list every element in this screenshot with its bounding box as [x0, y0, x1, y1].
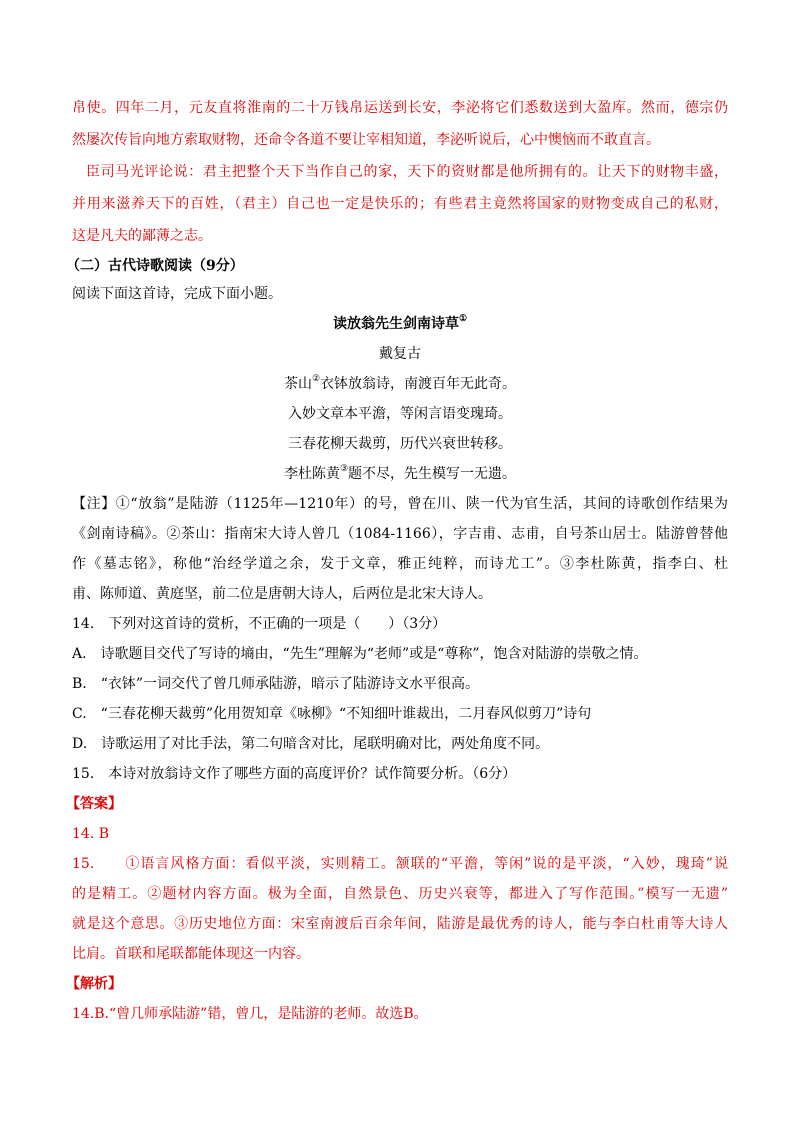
note-line-3: 作《墓志铭》，称他“治经学道之余，发于文章，雅正纯粹，而诗尤工”。③李杜陈黄，指李白、杜: [72, 556, 728, 572]
note-line-2: 《剑南诗稿》。②茶山：指南宋大诗人曾几（1084-1166），字吉甫、志甫，自号茶山居士。陆游曾替他: [72, 526, 728, 542]
answer-15-line-1: 15. ①语言风格方面：看似平淡，实则精工。颔联的“平澹，等闲”说的是平淡，“入妙，瑰琦”说: [72, 856, 728, 872]
analysis-14: 14.B.“曾几师承陆游”错，曾几，是陆游的老师。故选B。: [72, 1006, 428, 1022]
poem-author: 戴复古: [379, 346, 421, 362]
footnote-marker: ③: [339, 464, 349, 474]
poem-line-4: 李杜陈黄③题不尽，先生模写一无遗。: [283, 464, 517, 482]
note-line-4: 甫、陈师道、黄庭坚，前二位是唐朝大诗人，后两位是北宋大诗人。: [72, 586, 492, 602]
translation-line-2: 然屡次传旨向地方索取财物，还命令各道不要让宰相知道，李泌听说后，心中懊恼而不敢直言。: [72, 132, 660, 148]
answer-15-line-4: 比肩。首联和尾联都能体现这一内容。: [72, 946, 310, 962]
q15-stem: 15. 本诗对放翁诗文作了哪些方面的高度评价？试作简要分析。（6分）: [72, 766, 517, 782]
analysis-label: 【解析】: [66, 976, 122, 992]
note-line-1: 【注】①“放翁”是陆游（1125年—1210年）的号，曾在川、陕一代为官生活，其间的诗歌创作结果为: [72, 496, 728, 512]
q14-option-c: C. “三春花柳天裁剪”化用贺知章《咏柳》“不知细叶谁裁出，二月春风似剪刀”诗句: [72, 706, 592, 722]
translation-line-3: 臣司马光评论说：君主把整个天下当作自己的家，天下的资财都是他所拥有的。让天下的财物丰盛，: [86, 164, 728, 180]
answer-15-line-2: 的是精工。②题材内容方面。极为全面，自然景色、历史兴衰等，都进入了写作范围。”模写一无遗”: [72, 886, 728, 902]
q14-stem: 14. 下列对这首诗的赏析，不正确的一项是（ ）（3分）: [72, 616, 447, 632]
answer-15-line-3: 就是这个意思。③历史地位方面：宋室南渡后百余年间，陆游是最优秀的诗人，能与李白杜甫等大诗人: [72, 916, 728, 932]
poem-line-3: 三春花柳天裁剪，历代兴衰世转移。: [288, 436, 512, 452]
q14-option-a: A. 诗歌题目交代了写诗的墒由，“先生”理解为“老师”或是“尊称”，饱含对陆游的崇敬之情。: [72, 646, 648, 662]
answer-label: 【答案】: [66, 796, 122, 812]
poem-title: 读放翁先生剑南诗草①: [332, 314, 468, 332]
translation-line-4: 并用来滋养天下的百姓，（君主）自己也一定是快乐的；有些君主竟然将国家的财物变成自己的私财，: [72, 196, 728, 212]
footnote-marker: ②: [311, 374, 321, 384]
translation-line-1: 帛使。四年二月，元友直将淮南的二十万钱帛运送到长安，李泌将它们悉数送到大盈库。然而，德宗仍: [72, 100, 728, 116]
poem-line-1: 茶山②衣钵放翁诗，南渡百年无此奇。: [283, 374, 517, 392]
section-heading: （二）古代诗歌阅读（9分）: [66, 258, 244, 274]
translation-line-5: 这是凡夫的鄙薄之志。: [72, 228, 212, 244]
answer-14: 14. B: [72, 826, 110, 842]
q14-option-d: D. 诗歌运用了对比手法，第二句暗含对比，尾联明确对比，两处角度不同。: [72, 736, 550, 752]
q14-option-b: B. “衣钵”一词交代了曾几师承陆游，暗示了陆游诗文水平很高。: [72, 676, 480, 692]
footnote-marker: ①: [458, 314, 468, 324]
section-instruction: 阅读下面这首诗，完成下面小题。: [72, 286, 282, 302]
poem-line-2: 入妙文章本平澹，等闲言语变瑰琦。: [288, 406, 512, 422]
